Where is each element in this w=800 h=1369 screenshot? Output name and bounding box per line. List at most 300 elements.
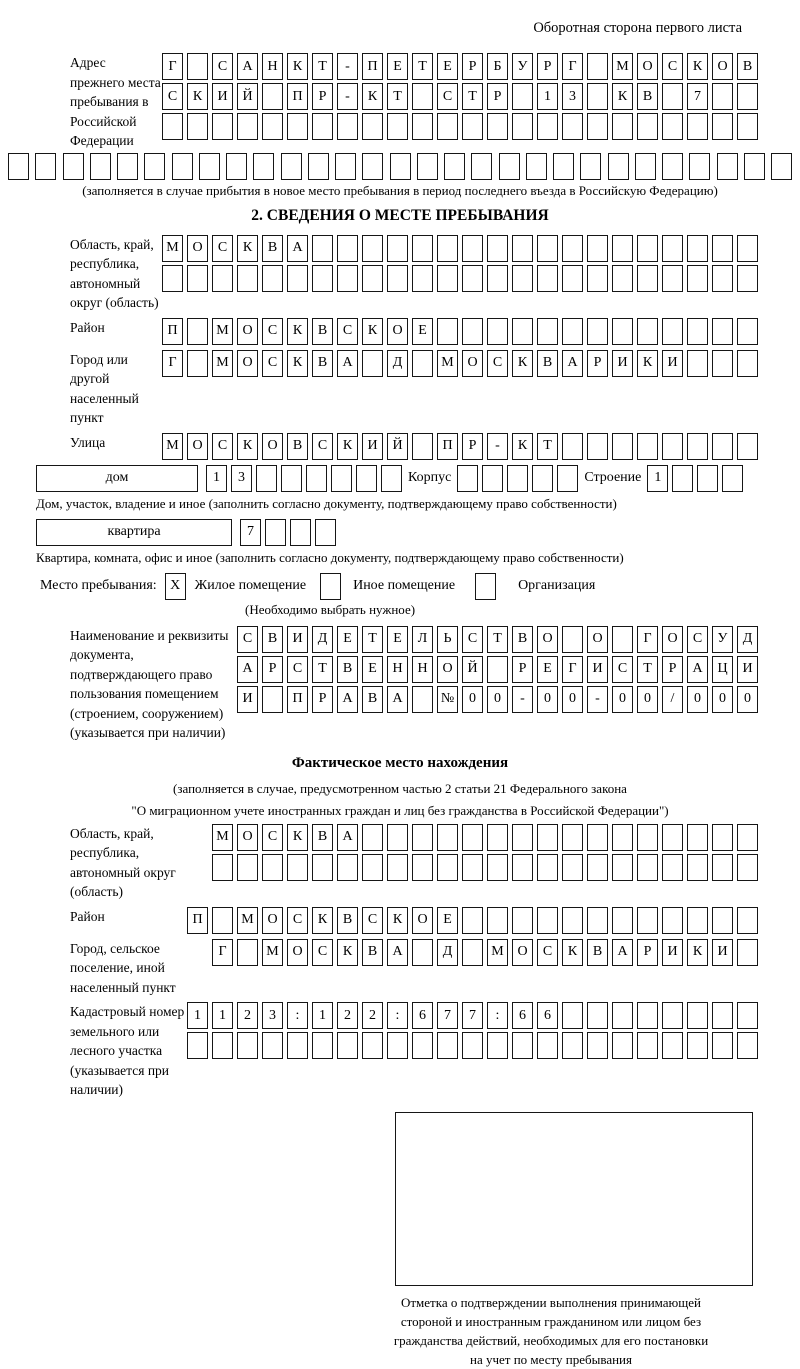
char-box: 7 bbox=[437, 1002, 458, 1029]
char-box: И bbox=[287, 626, 308, 653]
char-box: М bbox=[612, 53, 633, 80]
char-box: 0 bbox=[537, 686, 558, 713]
char-box: М bbox=[237, 907, 258, 934]
char-box bbox=[637, 265, 658, 292]
char-box: К bbox=[337, 433, 358, 460]
char-box bbox=[512, 854, 533, 881]
char-box: К bbox=[512, 433, 533, 460]
char-box: С bbox=[237, 626, 258, 653]
section2-region-label: Область, край, республика, автономный округ (область) bbox=[70, 236, 159, 310]
char-box: 0 bbox=[612, 686, 633, 713]
char-box bbox=[537, 854, 558, 881]
char-box bbox=[281, 465, 302, 492]
char-box bbox=[687, 350, 708, 377]
char-box bbox=[689, 153, 710, 180]
char-box bbox=[562, 854, 583, 881]
char-box bbox=[687, 1032, 708, 1059]
char-box bbox=[487, 235, 508, 262]
char-box: 1 bbox=[206, 465, 227, 492]
char-box bbox=[687, 907, 708, 934]
char-box bbox=[462, 1032, 483, 1059]
char-box bbox=[462, 939, 483, 966]
char-box: С bbox=[212, 235, 233, 262]
section2-city-row bbox=[162, 350, 758, 377]
char-box bbox=[712, 113, 733, 140]
char-box: К bbox=[687, 939, 708, 966]
char-box: 7 bbox=[687, 83, 708, 110]
actual-city-grid bbox=[212, 939, 758, 966]
char-box bbox=[587, 83, 608, 110]
char-box: С bbox=[537, 939, 558, 966]
char-box bbox=[412, 1032, 433, 1059]
stay-type-row bbox=[0, 573, 800, 600]
char-box: К bbox=[287, 53, 308, 80]
char-box: А bbox=[612, 939, 633, 966]
char-box bbox=[287, 265, 308, 292]
char-box: 0 bbox=[562, 686, 583, 713]
char-box bbox=[712, 1002, 733, 1029]
char-box: О bbox=[187, 235, 208, 262]
char-box: / bbox=[662, 686, 683, 713]
char-box: - bbox=[512, 686, 533, 713]
char-box bbox=[253, 153, 274, 180]
char-box bbox=[437, 854, 458, 881]
char-box: А bbox=[387, 939, 408, 966]
char-box: К bbox=[287, 824, 308, 851]
char-box: А bbox=[337, 824, 358, 851]
char-box: К bbox=[387, 907, 408, 934]
char-box: М bbox=[212, 318, 233, 345]
actual-city-block bbox=[0, 939, 800, 998]
char-box: Т bbox=[312, 53, 333, 80]
char-box bbox=[612, 1002, 633, 1029]
char-box: В bbox=[312, 318, 333, 345]
char-box bbox=[562, 626, 583, 653]
char-box bbox=[437, 824, 458, 851]
char-box: В bbox=[312, 824, 333, 851]
char-box: С bbox=[437, 83, 458, 110]
char-box: С bbox=[612, 656, 633, 683]
actual-district-grid bbox=[187, 907, 758, 934]
char-box bbox=[662, 1032, 683, 1059]
char-box: Т bbox=[387, 83, 408, 110]
char-box bbox=[487, 318, 508, 345]
char-box: Е bbox=[537, 656, 558, 683]
char-box bbox=[537, 824, 558, 851]
char-box bbox=[390, 153, 411, 180]
char-box bbox=[462, 854, 483, 881]
char-box bbox=[562, 1032, 583, 1059]
char-box: 2 bbox=[337, 1002, 358, 1029]
char-box bbox=[337, 235, 358, 262]
section2-street-grid bbox=[162, 433, 758, 460]
char-box bbox=[335, 153, 356, 180]
actual-location-note-2: "О миграционном учете иностранных граждан и лиц без гражданства в Российской Федерации") bbox=[131, 802, 669, 818]
char-box bbox=[562, 265, 583, 292]
char-box bbox=[437, 318, 458, 345]
stay-type-note: (Необходимо выбрать нужное) bbox=[245, 601, 416, 617]
char-box: И bbox=[362, 433, 383, 460]
char-box bbox=[187, 1032, 208, 1059]
stroenie-label: Строение bbox=[584, 470, 642, 485]
char-box bbox=[587, 824, 608, 851]
char-box bbox=[612, 1032, 633, 1059]
char-box bbox=[444, 153, 465, 180]
char-box bbox=[387, 854, 408, 881]
char-box bbox=[212, 1032, 233, 1059]
section2-region-block bbox=[0, 235, 800, 313]
char-box: Г bbox=[562, 53, 583, 80]
char-box: П bbox=[187, 907, 208, 934]
char-box bbox=[412, 265, 433, 292]
header-note: Оборотная сторона первого листа bbox=[533, 20, 742, 36]
char-box bbox=[737, 907, 758, 934]
char-box: Т bbox=[537, 433, 558, 460]
section2-city-block bbox=[0, 350, 800, 428]
char-box bbox=[387, 1032, 408, 1059]
checkbox-residential: X bbox=[165, 573, 186, 600]
char-box bbox=[417, 153, 438, 180]
char-box bbox=[412, 433, 433, 460]
char-box bbox=[637, 318, 658, 345]
char-box bbox=[662, 153, 683, 180]
char-box: Й bbox=[462, 656, 483, 683]
prev-address-note: (заполняется в случае прибытия в новое место пребывания в период последнего въезда в Российскую Федерацию) bbox=[82, 182, 718, 198]
char-box bbox=[562, 113, 583, 140]
char-box bbox=[737, 1002, 758, 1029]
char-box bbox=[287, 113, 308, 140]
section2-district-grid bbox=[162, 318, 758, 345]
char-box: Р bbox=[637, 939, 658, 966]
char-box bbox=[662, 907, 683, 934]
section2-district-row bbox=[162, 318, 758, 345]
char-box: М bbox=[437, 350, 458, 377]
char-box: О bbox=[537, 626, 558, 653]
char-box: Т bbox=[312, 656, 333, 683]
char-box bbox=[672, 465, 693, 492]
stay-type-label: Место пребывания: bbox=[40, 578, 157, 593]
char-box: Р bbox=[462, 53, 483, 80]
char-box: О bbox=[262, 907, 283, 934]
char-box bbox=[512, 907, 533, 934]
char-box bbox=[737, 350, 758, 377]
char-box bbox=[662, 83, 683, 110]
char-box bbox=[90, 153, 111, 180]
char-box bbox=[462, 265, 483, 292]
char-box: К bbox=[287, 350, 308, 377]
char-box bbox=[8, 153, 29, 180]
char-box: Т bbox=[362, 626, 383, 653]
char-box: В bbox=[262, 235, 283, 262]
char-box: О bbox=[412, 907, 433, 934]
char-box bbox=[662, 265, 683, 292]
char-box bbox=[512, 113, 533, 140]
stroenie-cells bbox=[647, 465, 743, 492]
char-box: О bbox=[712, 53, 733, 80]
char-box: У bbox=[712, 626, 733, 653]
char-box: 6 bbox=[512, 1002, 533, 1029]
char-box bbox=[362, 824, 383, 851]
char-box: В bbox=[537, 350, 558, 377]
char-box: К bbox=[512, 350, 533, 377]
section2-title: 2. СВЕДЕНИЯ О МЕСТЕ ПРЕБЫВАНИЯ bbox=[251, 206, 549, 224]
section2-city-grid bbox=[162, 350, 758, 377]
char-box: 0 bbox=[687, 686, 708, 713]
char-box: Р bbox=[487, 83, 508, 110]
char-box bbox=[662, 1002, 683, 1029]
document-row-1 bbox=[237, 626, 758, 653]
char-box bbox=[462, 113, 483, 140]
char-box bbox=[662, 854, 683, 881]
char-box: В bbox=[637, 83, 658, 110]
char-box bbox=[237, 854, 258, 881]
char-box: Г bbox=[637, 626, 658, 653]
char-box bbox=[512, 83, 533, 110]
document-block bbox=[0, 626, 800, 743]
char-box bbox=[507, 465, 528, 492]
char-box: 1 bbox=[212, 1002, 233, 1029]
cadastral-block bbox=[0, 1002, 800, 1100]
document-label: Наименование и реквизиты документа, подтверждающего право пользования помещением (строением, сооружением) (указывается при наличии) bbox=[70, 627, 229, 740]
char-box: О bbox=[187, 433, 208, 460]
char-box: Р bbox=[512, 656, 533, 683]
char-box: А bbox=[287, 235, 308, 262]
char-box bbox=[637, 824, 658, 851]
section2-region-grid bbox=[162, 235, 758, 292]
char-box bbox=[537, 113, 558, 140]
char-box bbox=[117, 153, 138, 180]
char-box bbox=[687, 265, 708, 292]
char-box: И bbox=[662, 350, 683, 377]
char-box bbox=[35, 153, 56, 180]
char-box bbox=[487, 1032, 508, 1059]
char-box: В bbox=[587, 939, 608, 966]
prev-address-block bbox=[0, 53, 800, 151]
char-box bbox=[587, 1032, 608, 1059]
char-box: А bbox=[337, 350, 358, 377]
prev-address-row-1 bbox=[162, 53, 758, 80]
char-box bbox=[662, 318, 683, 345]
actual-district-label: Район bbox=[70, 908, 105, 924]
char-box: А bbox=[387, 686, 408, 713]
char-box bbox=[315, 519, 336, 546]
document-grid bbox=[237, 626, 758, 713]
checkbox-organization bbox=[475, 573, 496, 600]
char-box bbox=[512, 1032, 533, 1059]
char-box bbox=[687, 318, 708, 345]
char-box: Е bbox=[387, 626, 408, 653]
char-box: - bbox=[487, 433, 508, 460]
char-box: Ь bbox=[437, 626, 458, 653]
stamp-note-line-4: на учет по месту пребывания bbox=[470, 1351, 632, 1367]
char-box: - bbox=[337, 83, 358, 110]
char-box bbox=[412, 824, 433, 851]
char-box: Й bbox=[387, 433, 408, 460]
char-box: В bbox=[337, 907, 358, 934]
char-box: Е bbox=[412, 318, 433, 345]
char-box bbox=[487, 907, 508, 934]
char-box bbox=[337, 1032, 358, 1059]
char-box bbox=[262, 686, 283, 713]
char-box bbox=[187, 53, 208, 80]
char-box bbox=[662, 433, 683, 460]
char-box: И bbox=[237, 686, 258, 713]
char-box bbox=[362, 113, 383, 140]
char-box bbox=[587, 113, 608, 140]
char-box bbox=[712, 433, 733, 460]
char-box bbox=[287, 854, 308, 881]
char-box: А bbox=[337, 686, 358, 713]
char-box: - bbox=[337, 53, 358, 80]
char-box bbox=[306, 465, 327, 492]
char-box: Б bbox=[487, 53, 508, 80]
korpus-label: Корпус bbox=[408, 470, 452, 485]
section2-street-label: Улица bbox=[70, 434, 106, 450]
char-box bbox=[712, 83, 733, 110]
char-box: Д bbox=[437, 939, 458, 966]
char-box bbox=[697, 465, 718, 492]
char-box bbox=[262, 1032, 283, 1059]
char-box bbox=[212, 907, 233, 934]
char-box bbox=[337, 265, 358, 292]
char-box bbox=[362, 1032, 383, 1059]
char-box bbox=[512, 824, 533, 851]
char-box bbox=[717, 153, 738, 180]
char-box bbox=[712, 907, 733, 934]
char-box: О bbox=[262, 433, 283, 460]
apartment-box: квартира bbox=[36, 519, 232, 546]
char-box bbox=[712, 265, 733, 292]
char-box bbox=[526, 153, 547, 180]
char-box: В bbox=[362, 686, 383, 713]
section2-district-block bbox=[0, 318, 800, 345]
char-box: С bbox=[262, 350, 283, 377]
char-box: О bbox=[237, 824, 258, 851]
char-box bbox=[187, 265, 208, 292]
actual-location-title: Фактическое место нахождения bbox=[291, 754, 509, 771]
char-box: О bbox=[512, 939, 533, 966]
char-box bbox=[612, 824, 633, 851]
char-box bbox=[637, 1002, 658, 1029]
char-box: С bbox=[312, 433, 333, 460]
char-box bbox=[737, 83, 758, 110]
option-residential-label: Жилое помещение bbox=[194, 578, 307, 593]
char-box bbox=[499, 153, 520, 180]
char-box: 0 bbox=[712, 686, 733, 713]
char-box bbox=[144, 153, 165, 180]
char-box bbox=[412, 83, 433, 110]
char-box: В bbox=[512, 626, 533, 653]
char-box bbox=[608, 153, 629, 180]
char-box: М bbox=[162, 235, 183, 262]
char-box bbox=[687, 433, 708, 460]
char-box bbox=[737, 318, 758, 345]
char-box bbox=[512, 265, 533, 292]
char-box bbox=[487, 265, 508, 292]
char-box bbox=[712, 350, 733, 377]
actual-city-label: Город, сельское поселение, иной населенный пункт bbox=[70, 940, 176, 995]
char-box: Д bbox=[312, 626, 333, 653]
section2-region-row-1 bbox=[162, 235, 758, 262]
char-box bbox=[687, 1002, 708, 1029]
stamp-note-line-2: стороной и иностранным гражданином или лицом без bbox=[400, 1313, 702, 1329]
checkbox-other-premises bbox=[320, 573, 341, 600]
char-box bbox=[562, 1002, 583, 1029]
char-box: А bbox=[687, 656, 708, 683]
char-box bbox=[162, 113, 183, 140]
char-box bbox=[290, 519, 311, 546]
char-box bbox=[487, 824, 508, 851]
char-box bbox=[262, 854, 283, 881]
prev-address-row-3 bbox=[162, 113, 758, 140]
char-box: С bbox=[162, 83, 183, 110]
stamp-note bbox=[345, 1293, 757, 1369]
char-box: О bbox=[462, 350, 483, 377]
cadastral-label: Кадастровый номер земельного или лесного участка (указывается при наличии) bbox=[70, 1004, 185, 1097]
char-box: С bbox=[287, 907, 308, 934]
char-box bbox=[187, 350, 208, 377]
char-box bbox=[356, 465, 377, 492]
char-box bbox=[712, 854, 733, 881]
char-box: П bbox=[287, 686, 308, 713]
char-box bbox=[553, 153, 574, 180]
char-box bbox=[187, 318, 208, 345]
section2-street-row bbox=[162, 433, 758, 460]
char-box bbox=[662, 235, 683, 262]
char-box: 2 bbox=[362, 1002, 383, 1029]
char-box bbox=[412, 939, 433, 966]
char-box bbox=[562, 235, 583, 262]
char-box: 0 bbox=[737, 686, 758, 713]
char-box: Е bbox=[362, 656, 383, 683]
char-box bbox=[437, 1032, 458, 1059]
actual-region-row-1 bbox=[212, 824, 758, 851]
char-box bbox=[362, 153, 383, 180]
char-box bbox=[462, 824, 483, 851]
actual-region-row-2 bbox=[212, 854, 758, 881]
char-box: 1 bbox=[312, 1002, 333, 1029]
char-box bbox=[612, 854, 633, 881]
section2-district-label: Район bbox=[70, 319, 105, 335]
char-box bbox=[487, 854, 508, 881]
char-box: С bbox=[262, 318, 283, 345]
char-box bbox=[737, 824, 758, 851]
char-box bbox=[437, 113, 458, 140]
char-box bbox=[462, 318, 483, 345]
char-box bbox=[587, 854, 608, 881]
char-box: Р bbox=[262, 656, 283, 683]
char-box bbox=[237, 939, 258, 966]
apartment-note: Квартира, комната, офис и иное (заполнить согласно документу, подтверждающему право собственности) bbox=[36, 549, 624, 565]
char-box bbox=[562, 433, 583, 460]
char-box bbox=[687, 854, 708, 881]
char-box bbox=[744, 153, 765, 180]
char-box: К bbox=[612, 83, 633, 110]
char-box bbox=[437, 265, 458, 292]
char-box: Р bbox=[462, 433, 483, 460]
char-box bbox=[487, 113, 508, 140]
char-box: : bbox=[287, 1002, 308, 1029]
char-box bbox=[587, 318, 608, 345]
char-box: А bbox=[237, 656, 258, 683]
prev-address-row-4 bbox=[8, 153, 792, 180]
char-box bbox=[312, 113, 333, 140]
char-box bbox=[162, 265, 183, 292]
char-box bbox=[580, 153, 601, 180]
char-box bbox=[312, 1032, 333, 1059]
char-box: П bbox=[287, 83, 308, 110]
char-box: 3 bbox=[562, 83, 583, 110]
